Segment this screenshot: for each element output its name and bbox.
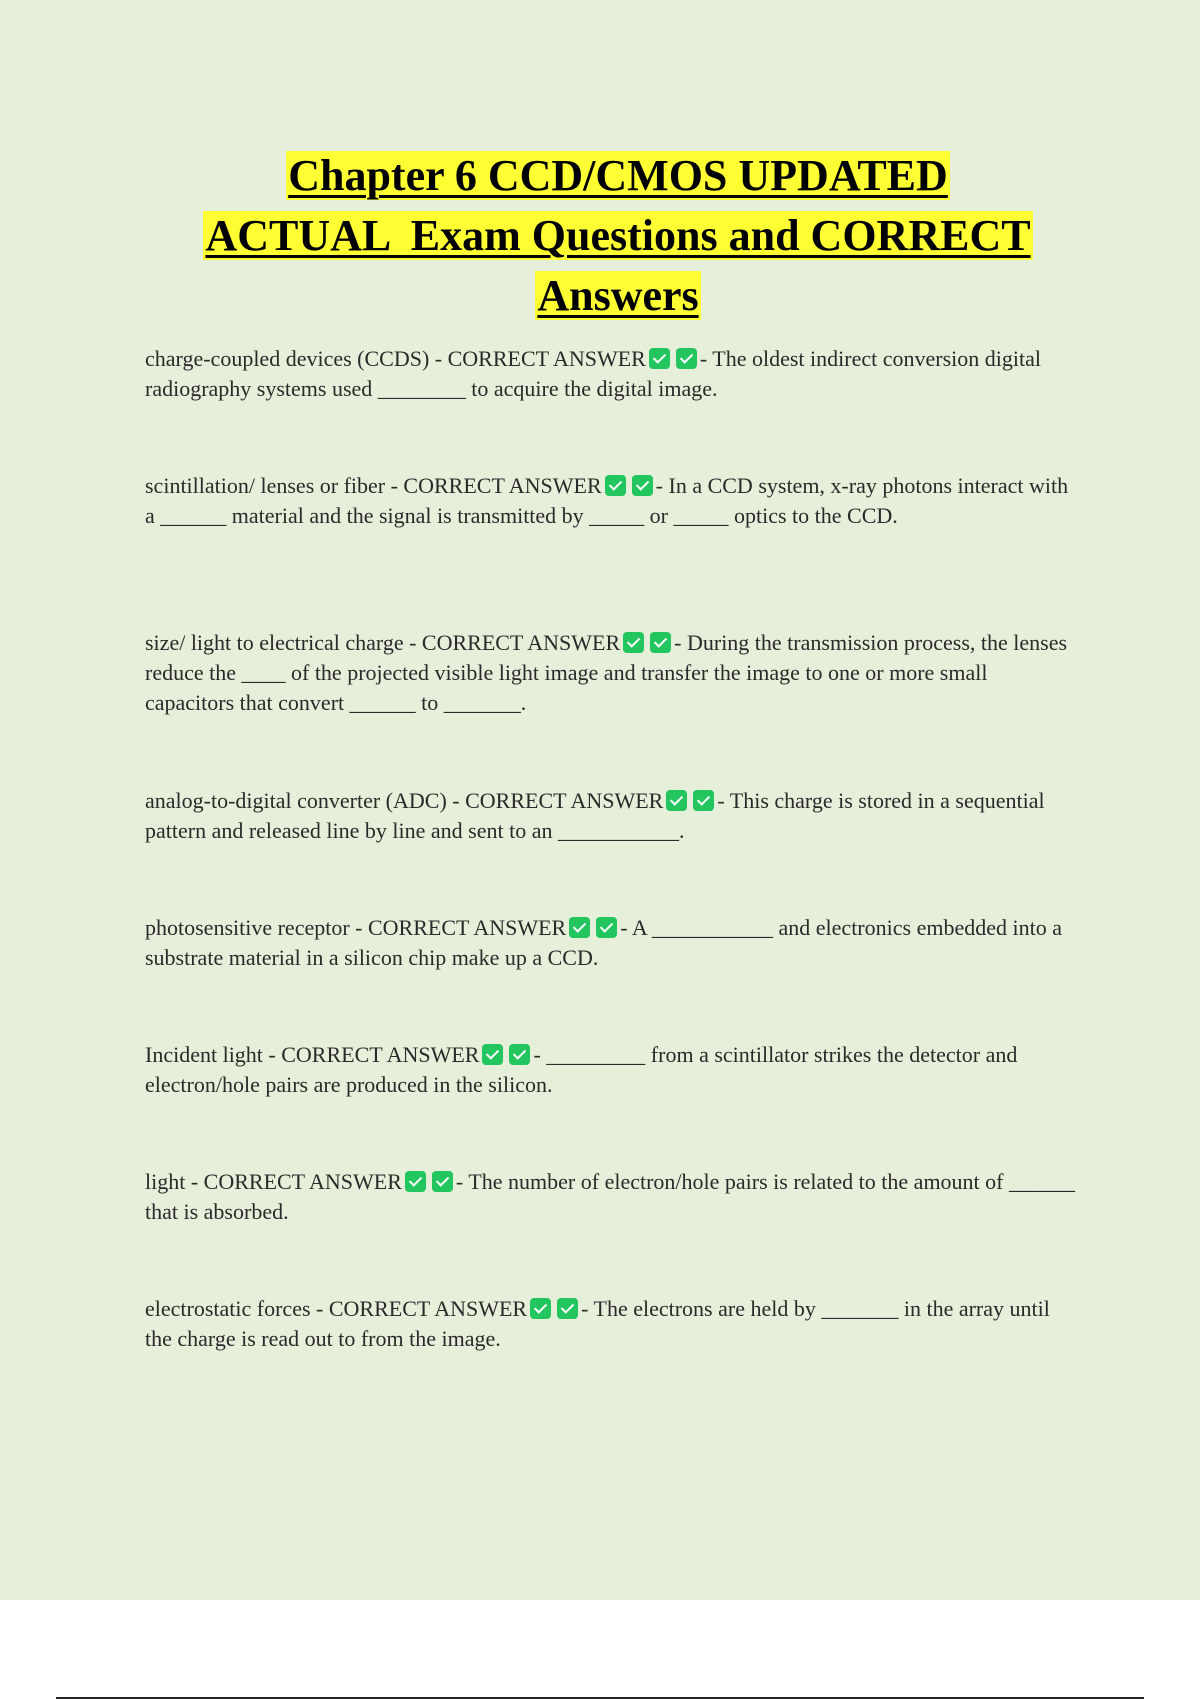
question-text: - The electrons are held by _______ in the array until the charge is read out to from the image. [145,1296,1050,1351]
qa-item-8 [145,1294,1075,1354]
answer-text: Incident light - CORRECT ANSWER [145,1042,480,1067]
question-text: - The oldest indirect conversion digital radiography systems used ________ to acquire the digital image. [145,346,1041,401]
answer-text: light - CORRECT ANSWER [145,1169,402,1194]
qa-item-4 [145,786,1075,846]
question-text: - _________ from a scintillator strikes the detector and electron/hole pairs are produced in the silicon. [145,1042,1018,1097]
question-text: - During the transmission process, the lenses reduce the ____ of the projected visible light image and transfer the image to one or more small capacitors that convert ______ to _______. [145,630,1068,715]
check-mark-icon [693,790,714,811]
qa-item-3 [145,628,1075,718]
answer-text: electrostatic forces - CORRECT ANSWER [145,1296,528,1321]
check-mark-icon [676,348,697,369]
question-text: - In a CCD system, x-ray photons interact with a ______ material and the signal is transmitted by _____ or _____ optics to the CCD. [145,473,1069,528]
check-mark-icon [650,632,671,653]
answer-text: size/ light to electrical charge - CORRECT ANSWER [145,630,621,655]
qa-item-1 [145,344,1075,404]
page-divider [56,1697,1144,1699]
check-mark-icon [509,1044,530,1065]
check-mark-icon [666,790,687,811]
check-mark-icon [605,475,626,496]
document-title [130,146,1106,326]
check-mark-icon [623,632,644,653]
qa-item-5 [145,913,1075,973]
check-mark-icon [432,1171,453,1192]
answer-text: photosensitive receptor - CORRECT ANSWER [145,915,567,940]
answer-text: analog-to-digital converter (ADC) - CORRECT ANSWER [145,788,664,813]
title-line-1: Chapter 6 CCD/CMOS UPDATED [288,151,948,200]
check-mark-icon [405,1171,426,1192]
qa-item-6 [145,1040,1075,1100]
check-mark-icon [530,1298,551,1319]
qa-item-7 [145,1167,1075,1227]
check-mark-icon [569,917,590,938]
question-text: - The number of electron/hole pairs is related to the amount of ______ that is absorbed. [145,1169,1075,1224]
answer-text: charge-coupled devices (CCDS) - CORRECT ANSWER [145,346,646,371]
check-mark-icon [632,475,653,496]
check-mark-icon [557,1298,578,1319]
check-mark-icon [596,917,617,938]
title-line-2: ACTUAL Exam Questions and CORRECT [205,211,1031,260]
check-mark-icon [649,348,670,369]
question-text: - A ___________ and electronics embedded into a substrate material in a silicon chip make up a CCD. [145,915,1062,970]
answer-text: scintillation/ lenses or fiber - CORRECT ANSWER [145,473,602,498]
question-text: - This charge is stored in a sequential pattern and released line by line and sent to an ___________. [145,788,1045,843]
check-mark-icon [482,1044,503,1065]
qa-item-2 [145,471,1075,531]
title-line-3: Answers [537,271,699,320]
